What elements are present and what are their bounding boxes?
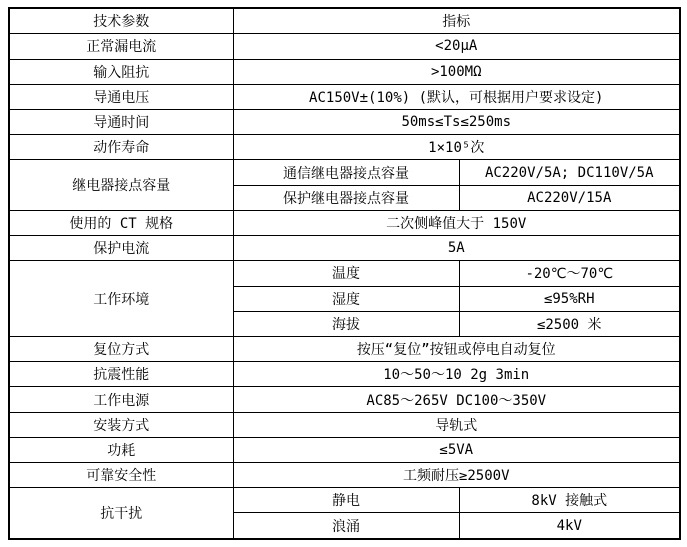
table-row [9, 387, 680, 412]
param-label: 动作寿命 [9, 135, 233, 160]
param-label: 保护电流 [9, 236, 233, 261]
param-label: 继电器接点容量 [9, 160, 233, 210]
table-row [9, 412, 680, 437]
param-label: 工作环境 [9, 261, 233, 337]
spec-table [8, 7, 681, 540]
param-label: 导通电压 [9, 84, 233, 109]
param-value: <20μA [233, 34, 680, 59]
param-label: 安装方式 [9, 412, 233, 437]
sub-param-value: 4kV [459, 513, 680, 539]
sub-param-value: AC220V/5A; DC110V/5A [459, 160, 680, 185]
param-label: 工作电源 [9, 387, 233, 412]
table-row [9, 336, 680, 361]
param-value: 导轨式 [233, 412, 680, 437]
sub-param-value: AC220V/15A [459, 185, 680, 210]
param-value: 1×10⁵次 [233, 135, 680, 160]
param-value: >100MΩ [233, 59, 680, 84]
table-row [9, 135, 680, 160]
param-label: 正常漏电流 [9, 34, 233, 59]
param-value: AC150V±(10%) (默认，可根据用户要求设定) [233, 84, 680, 109]
sub-param-label: 湿度 [233, 286, 459, 311]
table-row [9, 109, 680, 134]
param-label: 导通时间 [9, 109, 233, 134]
table-row [9, 488, 680, 513]
table-header-row [9, 8, 680, 34]
param-label: 使用的 CT 规格 [9, 210, 233, 235]
param-label: 抗干扰 [9, 488, 233, 539]
table-row [9, 362, 680, 387]
header-value: 指标 [233, 8, 680, 34]
table-row [9, 463, 680, 488]
table-row [9, 84, 680, 109]
param-value: 10～50～10 2g 3min [233, 362, 680, 387]
sub-param-label: 温度 [233, 261, 459, 286]
table-row [9, 210, 680, 235]
param-value: 二次侧峰值大于 150V [233, 210, 680, 235]
param-value: 50ms≤Ts≤250ms [233, 109, 680, 134]
param-value: AC85～265V DC100～350V [233, 387, 680, 412]
param-label: 抗震性能 [9, 362, 233, 387]
param-value: 工频耐压≥2500V [233, 463, 680, 488]
sub-param-label: 保护继电器接点容量 [233, 185, 459, 210]
table-row [9, 236, 680, 261]
sub-param-value: -20℃～70℃ [459, 261, 680, 286]
param-label: 可靠安全性 [9, 463, 233, 488]
sub-param-label: 浪涌 [233, 513, 459, 539]
param-label: 输入阻抗 [9, 59, 233, 84]
param-label: 功耗 [9, 437, 233, 462]
param-label: 复位方式 [9, 336, 233, 361]
table-row [9, 34, 680, 59]
param-value: 5A [233, 236, 680, 261]
sub-param-label: 通信继电器接点容量 [233, 160, 459, 185]
sub-param-value: ≤95%RH [459, 286, 680, 311]
table-row [9, 59, 680, 84]
sub-param-label: 海拔 [233, 311, 459, 336]
header-param: 技术参数 [9, 8, 233, 34]
table-row [9, 160, 680, 185]
sub-param-label: 静电 [233, 488, 459, 513]
param-value: ≤5VA [233, 437, 680, 462]
table-row [9, 261, 680, 286]
sub-param-value: 8kV 接触式 [459, 488, 680, 513]
table-row [9, 437, 680, 462]
sub-param-value: ≤2500 米 [459, 311, 680, 336]
param-value: 按压“复位”按钮或停电自动复位 [233, 336, 680, 361]
